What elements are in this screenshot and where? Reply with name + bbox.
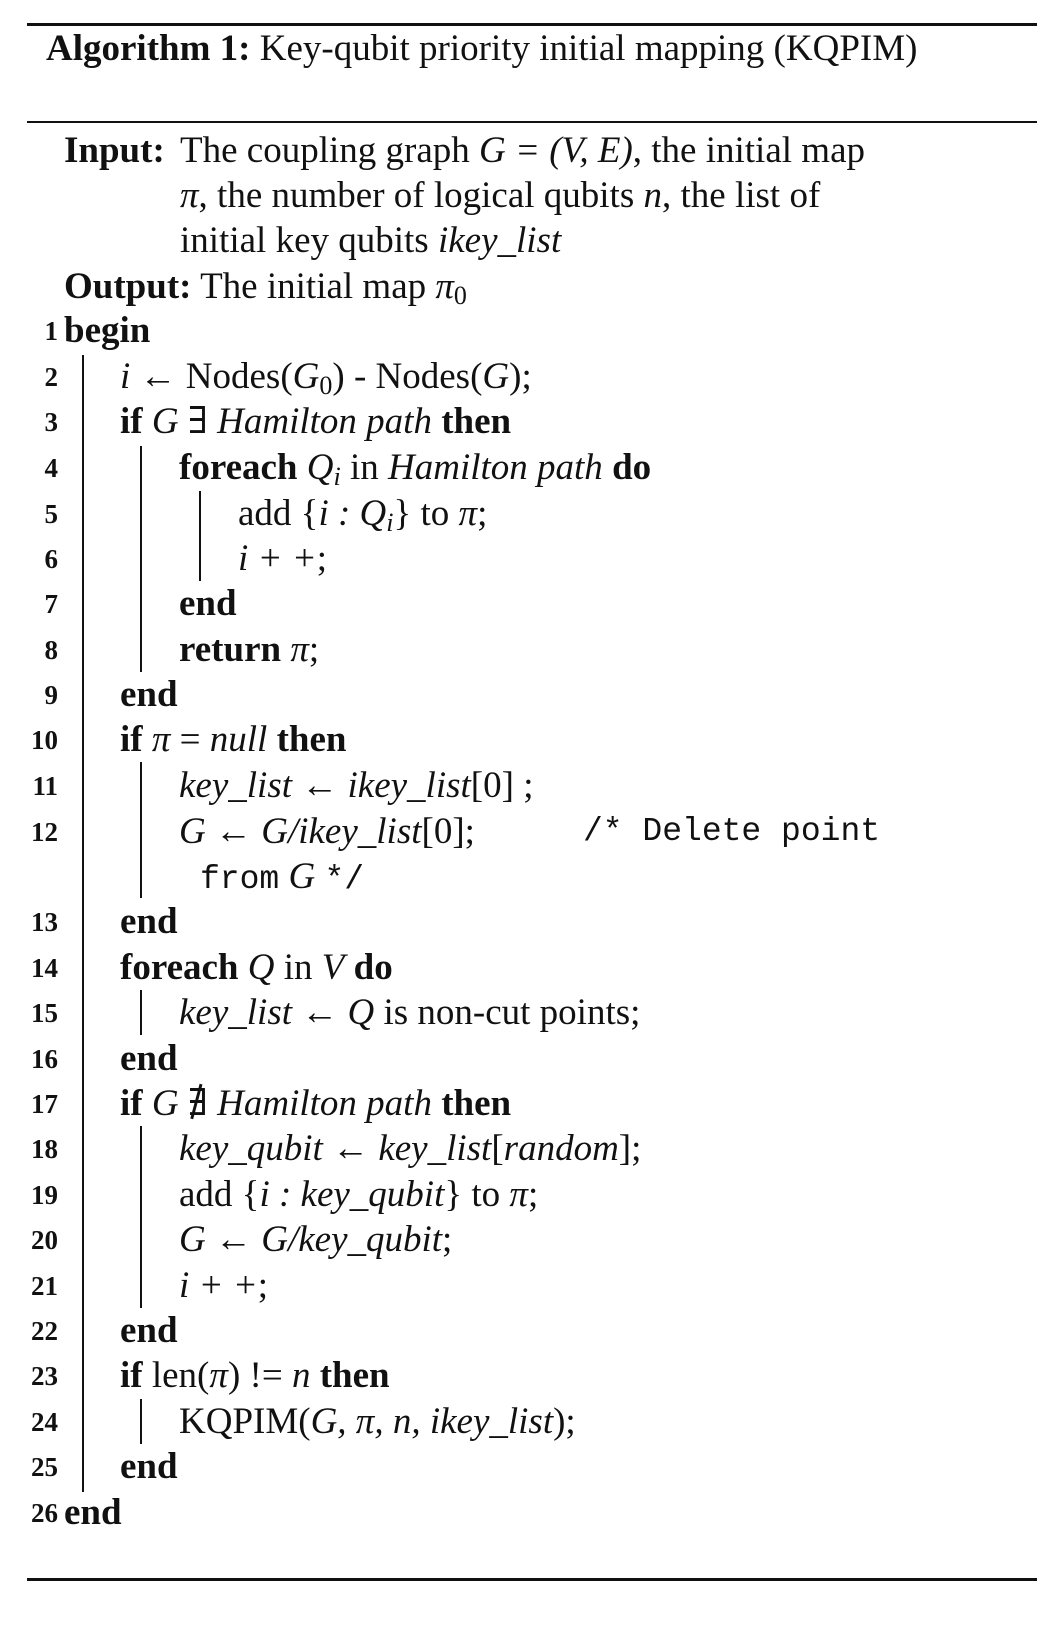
- line-number: 18: [31, 1134, 58, 1164]
- algo-line-2: 2 i ← $Nodes(G_0)$ - Nodes(G);: [0, 353, 1060, 401]
- algo-line-22: 22 end: [0, 1307, 1060, 1355]
- line-number: 16: [31, 1044, 58, 1074]
- algo-line-25: 25 end: [0, 1443, 1060, 1491]
- caption-title: Key-qubit priority initial mapping (KQPIM): [259, 28, 918, 69]
- algo-line-17: 17 if G ∄ Hamilton path then: [0, 1080, 1060, 1128]
- algo-line-12-cont: from G */: [200, 856, 365, 898]
- line-number: 25: [31, 1452, 58, 1482]
- caption-label: Algorithm 1:: [46, 28, 251, 69]
- line-number: 10: [31, 725, 58, 755]
- algo-line-4: 4 foreach $Q_i$ in Hamilton path do: [0, 444, 1060, 492]
- bottom-rule: [27, 1578, 1037, 1581]
- line-number: 11: [32, 771, 58, 801]
- algo-line-3: 3 if G ∃ Hamilton path then: [0, 398, 1060, 446]
- line-number: 2: [44, 362, 58, 392]
- line-number: 3: [44, 407, 58, 437]
- input-line-2: π, the number of logical qubits n, the list of: [180, 175, 821, 216]
- algo-line-23: 23 if len(π) != n then: [0, 1352, 1060, 1400]
- input-line-3: initial key qubits ikey_list: [180, 220, 562, 261]
- algo-line-21: 21 i + +;: [0, 1262, 1060, 1310]
- algo-line-1: 1 begin: [0, 307, 1060, 355]
- algo-line-6: 6 i + +;: [0, 535, 1060, 583]
- algo-line-18: 18 key_qubit ← key_list[random];: [0, 1125, 1060, 1173]
- line-number: 26: [31, 1498, 58, 1528]
- line-number: 12: [31, 817, 58, 847]
- line-number: 1: [44, 316, 58, 346]
- algo-line-9: 9 end: [0, 671, 1060, 719]
- line-number: 13: [31, 907, 58, 937]
- line-number: 6: [44, 544, 58, 574]
- algo-line-24: 24 KQPIM(G, π, n, ikey_list);: [0, 1398, 1060, 1446]
- algo-line-8: 8 return π;: [0, 626, 1060, 674]
- line-number: 9: [44, 680, 58, 710]
- line-number: 5: [44, 499, 58, 529]
- algo-line-15: 15 key_list ← Q is non-cut points;: [0, 989, 1060, 1037]
- line-number: 24: [31, 1407, 58, 1437]
- input-line-1: The coupling graph G = (V, E), the initial map: [180, 130, 865, 171]
- caption-rule: [27, 121, 1037, 123]
- algo-line-16: 16 end: [0, 1035, 1060, 1083]
- algo-line-13: 13 end: [0, 898, 1060, 946]
- line-number: 4: [44, 453, 58, 483]
- output-line: Output: The initial map $\pi_0$: [64, 266, 467, 310]
- line-number: 17: [31, 1089, 58, 1119]
- algorithm-caption: [46, 24, 956, 73]
- line-number: 15: [31, 998, 58, 1028]
- algo-line-11: 11 key_list ← ikey_list[0] ;: [0, 762, 1060, 810]
- algo-line-14: 14 foreach Q in V do: [0, 944, 1060, 992]
- line-number: 14: [31, 953, 58, 983]
- algo-line-10: 10 if π = null then: [0, 716, 1060, 764]
- line-number: 23: [31, 1361, 58, 1391]
- algo-line-26: 26 end: [0, 1489, 1060, 1537]
- algo-line-19: 19 add {i : key_qubit} to π;: [0, 1171, 1060, 1219]
- line-number: 21: [31, 1271, 58, 1301]
- algo-line-7: 7 end: [0, 580, 1060, 628]
- line-number: 7: [44, 589, 58, 619]
- algo-line-12: 12 G ← G/ikey_list[0]; /* Delete point: [0, 808, 1060, 856]
- line-number: 20: [31, 1225, 58, 1255]
- line-number: 8: [44, 635, 58, 665]
- line-number: 19: [31, 1180, 58, 1210]
- algo-line-5: 5 add {i : $Q_i$} to π;: [0, 490, 1060, 538]
- line-number: 22: [31, 1316, 58, 1346]
- comment: /* Delete point: [583, 813, 881, 850]
- input-label: Input:: [64, 130, 165, 171]
- algo-line-20: 20 G ← G/key_qubit;: [0, 1216, 1060, 1264]
